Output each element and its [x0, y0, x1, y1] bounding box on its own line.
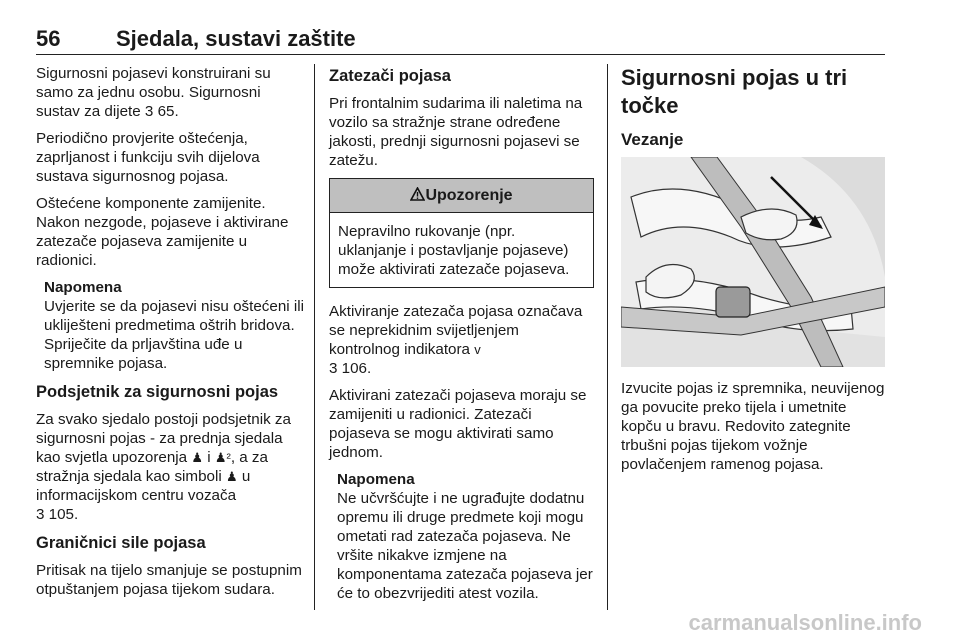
section-heading: Podsjetnik za sigurnosni pojas: [36, 383, 279, 401]
seatbelt-fastening-illustration: [621, 157, 885, 367]
column-right: [621, 64, 889, 482]
warning-header: [330, 179, 593, 213]
page-ref-link[interactable]: 3 65.: [144, 103, 179, 120]
paragraph-text: u informacijskom centru vozača: [36, 468, 251, 504]
paragraph: [329, 302, 594, 378]
note-box: [337, 470, 594, 603]
column-divider: [607, 64, 608, 610]
chapter-title: Sjedala, sustavi zaštite: [116, 26, 356, 51]
paragraph: Oštećene komponente zamijenite. Nakon nezgode, pojaseve i aktivirane zatezače pojaseva zamijenite u radionici.: [36, 195, 289, 269]
paragraph: Pri frontalnim sudarima ili naletima na vozilo sa stražnje strane određene jakosti, prednji sigurnosni pojasevi se zatežu.: [329, 95, 583, 169]
column-left: [36, 64, 306, 607]
watermark: carmanualsonline.info: [688, 610, 922, 635]
note-title: Napomena: [337, 471, 415, 488]
column-divider: [314, 64, 315, 610]
subsection-heading: Vezanje: [621, 130, 684, 149]
paragraph: Izvucite pojas iz spremnika, neuvijenog ga povucite preko tijela i umetnite kopču u bravu. Redovito zategnite trbušni pojas tijekom vožnje povlačenjem ramenog pojasa.: [621, 380, 885, 473]
paragraph: Pritisak na tijelo smanjuje se postupnim otpuštanjem pojasa tijekom sudara.: [36, 562, 302, 598]
warning-title: Upozorenje: [425, 187, 513, 204]
paragraph: [36, 64, 306, 121]
note-text: Uvjerite se da pojasevi nisu oštećeni ili ukliješteni predmetima oštrih bridova. Spriječite da prljavština uđe u spremnike pojasa.: [44, 298, 305, 372]
seatbelt-reminder-rear-icon: ♟: [225, 469, 238, 484]
section-heading: Zatezači pojasa: [329, 67, 451, 85]
paragraph-text: Sigurnosni pojasevi konstruirani su samo za jednu osobu. Sigurnosni sustav za dijete: [36, 65, 271, 120]
page-ref-link[interactable]: 3 106.: [329, 360, 372, 377]
paragraph-text: i: [203, 449, 215, 466]
warning-text: Nepravilno rukovanje (npr. uklanjanje i postavljanje pojaseve) može aktivirati zatezače pojaseva.: [338, 223, 570, 278]
page-number: 56: [36, 26, 61, 51]
header-rule: [36, 54, 885, 55]
section-heading: Graničnici sile pojasa: [36, 534, 206, 552]
seatbelt-reminder-passenger-icon: ♟²: [214, 450, 231, 465]
paragraph: [36, 410, 306, 524]
paragraph: Aktivirani zatezači pojaseva moraju se zamijeniti u radionici. Zatezači pojaseva se mogu aktivirati samo jednom.: [329, 387, 587, 461]
note-title: Napomena: [44, 279, 122, 296]
section-heading-main: Sigurnosni pojas u tri točke: [621, 65, 848, 118]
warning-triangle-icon: [410, 187, 425, 201]
page-ref-link[interactable]: 3 105.: [36, 506, 79, 523]
note-text: Ne učvršćujte i ne ugrađujte dodatnu opremu ili druge predmete koji mogu ometati rad zatezača pojaseva. Ne vršite nikakve izmjene na komponentama zatezača pojaseva jer će to obezvrijediti atest vozila.: [337, 490, 593, 602]
seatbelt-reminder-icon: ♟: [191, 450, 204, 465]
warning-box: [329, 178, 594, 288]
paragraph-text: , a za stražnja sjedala kao simboli: [36, 449, 268, 485]
paragraph-text: Za svako sjedalo postoji podsjetnik za sigurnosni pojas - za prednja sjedala kao svjetla upozorenja: [36, 411, 291, 466]
belt-pretensioner-indicator-icon: v: [474, 342, 481, 357]
column-middle: [329, 64, 594, 611]
paragraph-text: Aktiviranje zatezača pojasa označava se neprekidnim svijetljenjem kontrolnog indikatora: [329, 303, 583, 358]
page-header: [36, 26, 885, 54]
paragraph: Periodično provjerite oštećenja, zaprljanost i funkciju svih dijelova sustava sigurnosnog pojasa.: [36, 130, 260, 185]
note-box: [44, 278, 306, 373]
